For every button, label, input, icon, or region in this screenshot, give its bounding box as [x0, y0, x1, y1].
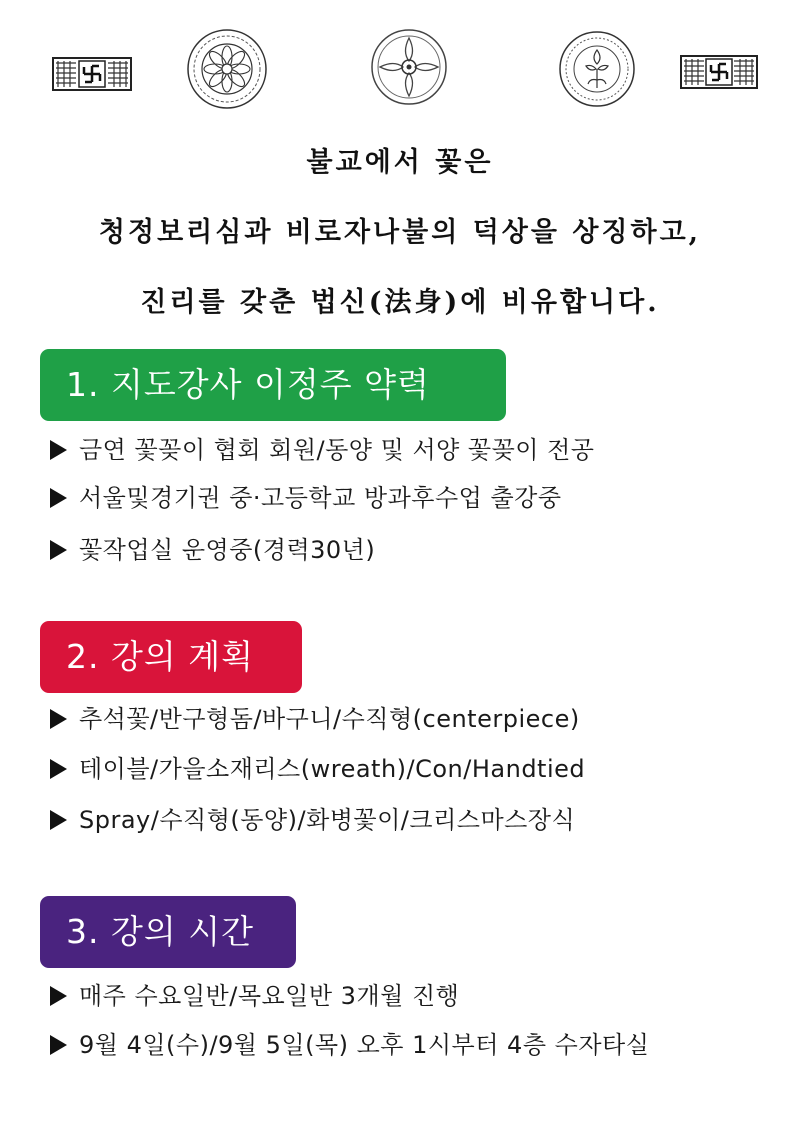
section-header-instructor: 1. 지도강사 이정주 약력 — [40, 349, 506, 421]
swastika-lattice-icon — [680, 55, 758, 89]
flower-mandala-icon — [558, 28, 636, 110]
triangle-bullet-icon — [50, 1035, 67, 1055]
list-item-text: 꽃작업실 운영중(경력30년) — [79, 536, 376, 564]
list-item-text: 금연 꽃꽂이 협회 회원/동양 및 서양 꽃꽂이 전공 — [79, 436, 595, 464]
ornament-row — [0, 28, 800, 108]
intro-line: 진리를 갖춘 법신(法身)에 비유합니다. — [140, 287, 660, 318]
list-item-text: 서울및경기권 중·고등학교 방과후수업 출강중 — [79, 484, 562, 512]
intro-line: 불교에서 꽃은 — [306, 147, 494, 178]
triangle-bullet-icon — [50, 759, 67, 779]
triangle-bullet-icon — [50, 540, 67, 560]
list-item-text: 추석꽃/반구형돔/바구니/수직형(centerpiece) — [79, 705, 580, 733]
lotus-mandala-icon — [186, 28, 268, 110]
intro-line: 청정보리심과 비로자나불의 덕상을 상징하고, — [98, 217, 702, 248]
section-header-plan: 2. 강의 계획 — [40, 621, 302, 693]
triangle-bullet-icon — [50, 986, 67, 1006]
triangle-bullet-icon — [50, 440, 67, 460]
triangle-bullet-icon — [50, 488, 67, 508]
list-item-text: Spray/수직형(동양)/화병꽃이/크리스마스장식 — [79, 806, 576, 834]
dharma-wheel-icon — [370, 28, 448, 106]
triangle-bullet-icon — [50, 709, 67, 729]
list-item-text: 매주 수요일반/목요일반 3개월 진행 — [79, 982, 460, 1010]
triangle-bullet-icon — [50, 810, 67, 830]
swastika-lattice-icon — [52, 57, 132, 91]
section-header-schedule: 3. 강의 시간 — [40, 896, 296, 968]
list-item-text: 9월 4일(수)/9월 5일(목) 오후 1시부터 4층 수자타실 — [79, 1031, 650, 1059]
list-item-text: 테이블/가을소재리스(wreath)/Con/Handtied — [79, 755, 586, 783]
